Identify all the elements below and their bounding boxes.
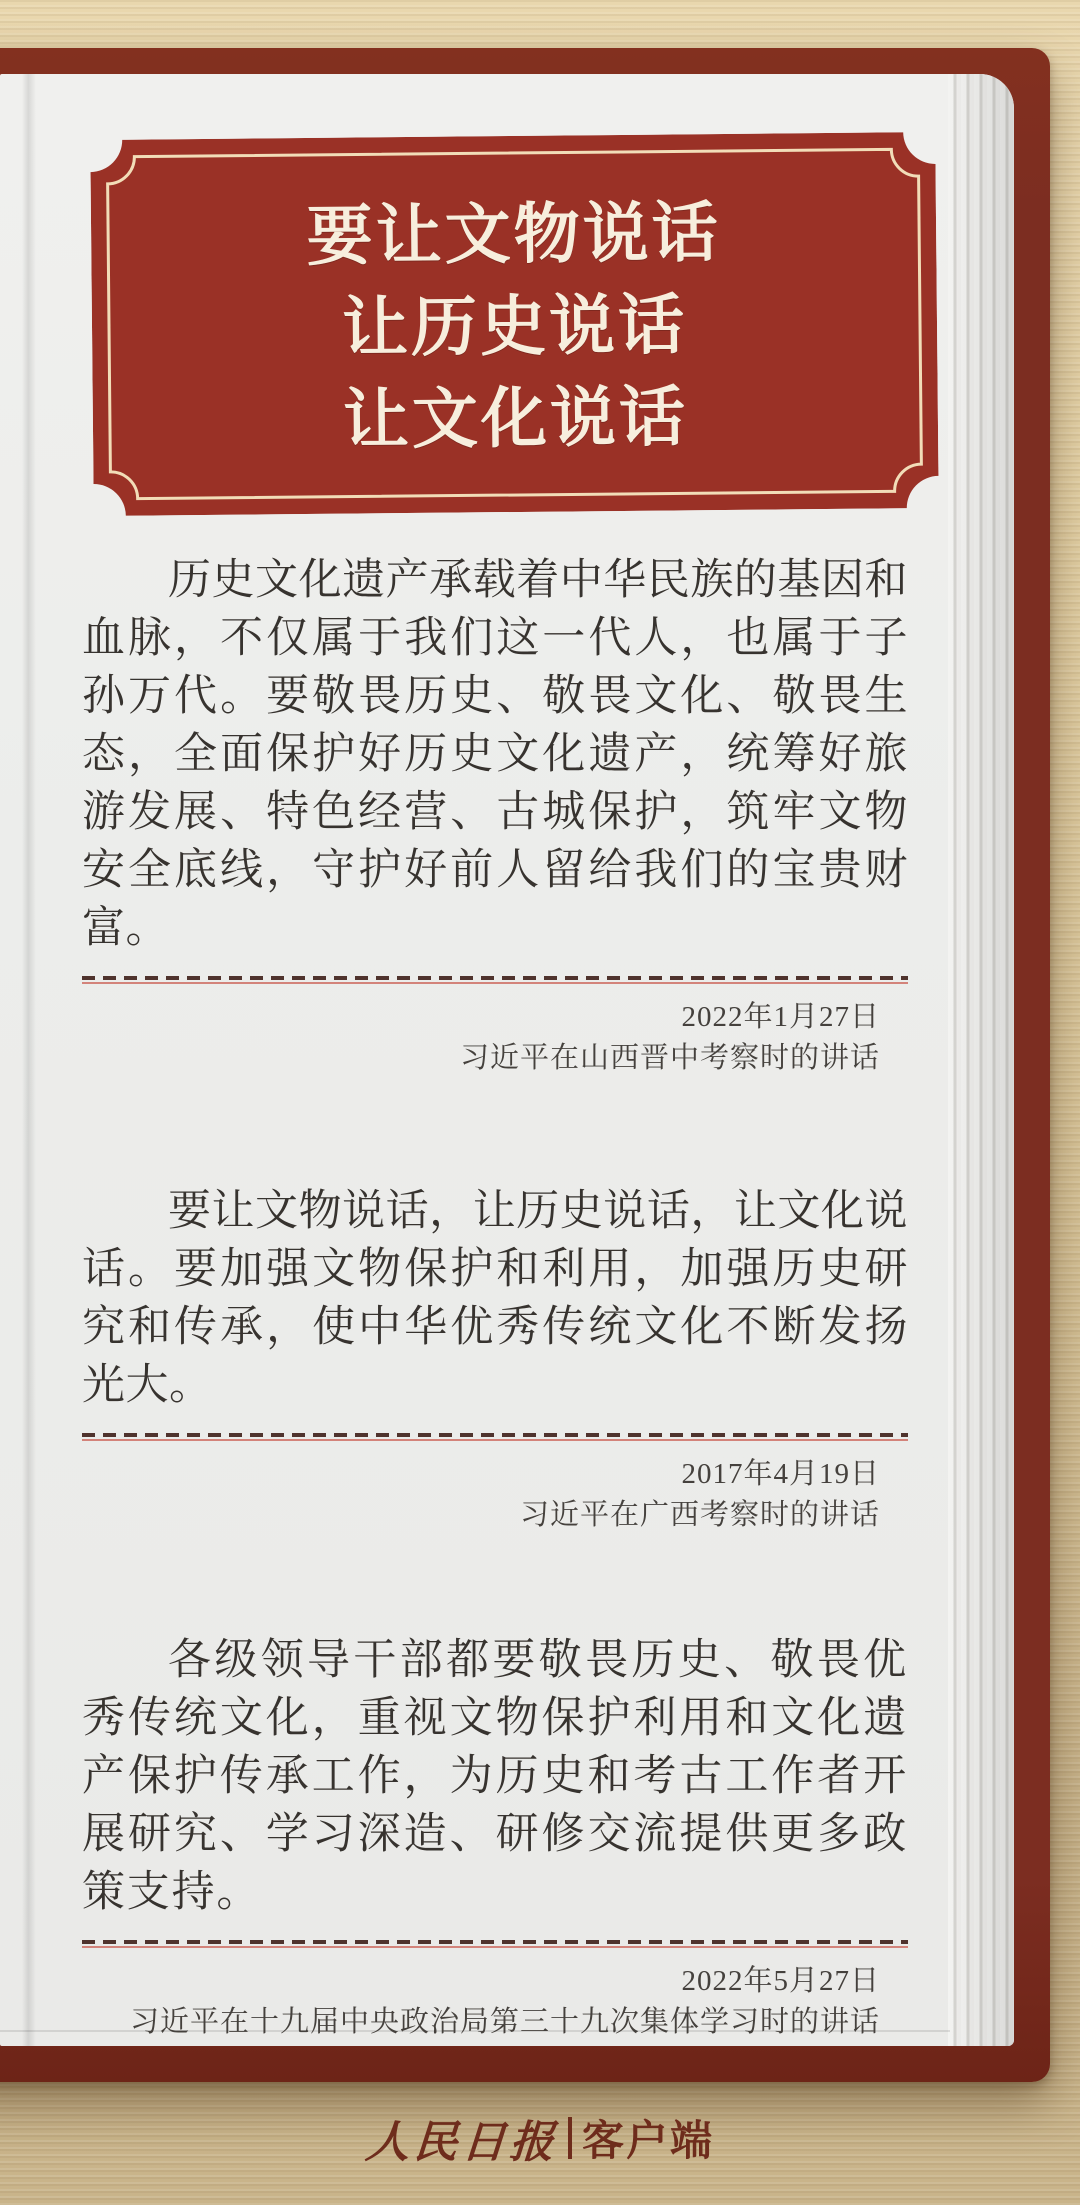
footer-logo bbox=[0, 2108, 1080, 2168]
page-crease bbox=[22, 74, 36, 2046]
quotes-column bbox=[82, 552, 908, 2043]
quote-meta-1 bbox=[82, 997, 908, 1079]
dashed-divider-3 bbox=[82, 1940, 908, 1949]
quote-source-1: 习近平在山西晋中考察时的讲话 bbox=[459, 1042, 880, 1074]
plaque-title-line-1: 要让文物说话 bbox=[306, 197, 721, 274]
quote-meta-2 bbox=[82, 1454, 908, 1536]
book-page bbox=[0, 74, 1014, 2046]
quote-source-3: 习近平在十九届中央政治局第三十九次集体学习时的讲话 bbox=[129, 2006, 880, 2038]
book bbox=[0, 48, 1050, 2082]
peoples-daily-wordmark: 人民日报 bbox=[363, 2118, 560, 2167]
plaque-title-line-3: 让文化说话 bbox=[342, 381, 689, 458]
logo-divider bbox=[568, 2117, 572, 2159]
quote-date-1: 2022年1月27日 bbox=[681, 1001, 880, 1033]
logo-suffix: 客户端 bbox=[581, 2117, 714, 2164]
quote-date-3: 2022年5月27日 bbox=[681, 1965, 880, 1997]
quote-text-3: 各级领导干部都要敬畏历史、敬畏优秀传统文化，重视文物保护利用和文化遗产保护传承工作，为历史和考古工作者开展研究、学习深造、研修交流提供更多政策支持。 bbox=[82, 1637, 908, 1916]
plaque-title-line-2: 让历史说话 bbox=[341, 289, 688, 366]
page-stack-edges bbox=[948, 74, 1014, 2046]
title-plaque bbox=[90, 132, 939, 516]
quote-source-2: 习近平在广西考察时的讲话 bbox=[519, 1499, 880, 1531]
dashed-divider-2 bbox=[82, 1433, 908, 1442]
quote-text-1: 历史文化遗产承载着中华民族的基因和血脉，不仅属于我们这一代人，也属于子孙万代。要敬畏历史、敬畏文化、敬畏生态，全面保护好历史文化遗产，统筹好旅游发展、特色经营、古城保护，筑牢文物安全底线，守护好前人留给我们的宝贵财富。 bbox=[82, 557, 908, 952]
quote-meta-3 bbox=[82, 1961, 908, 2043]
quote-date-2: 2017年4月19日 bbox=[681, 1458, 880, 1490]
quote-text-2: 要让文物说话，让历史说话，让文化说话。要加强文物保护和利用，加强历史研究和传承，使中华优秀传统文化不断发扬光大。 bbox=[82, 1188, 908, 1409]
dashed-divider-1 bbox=[82, 976, 908, 985]
